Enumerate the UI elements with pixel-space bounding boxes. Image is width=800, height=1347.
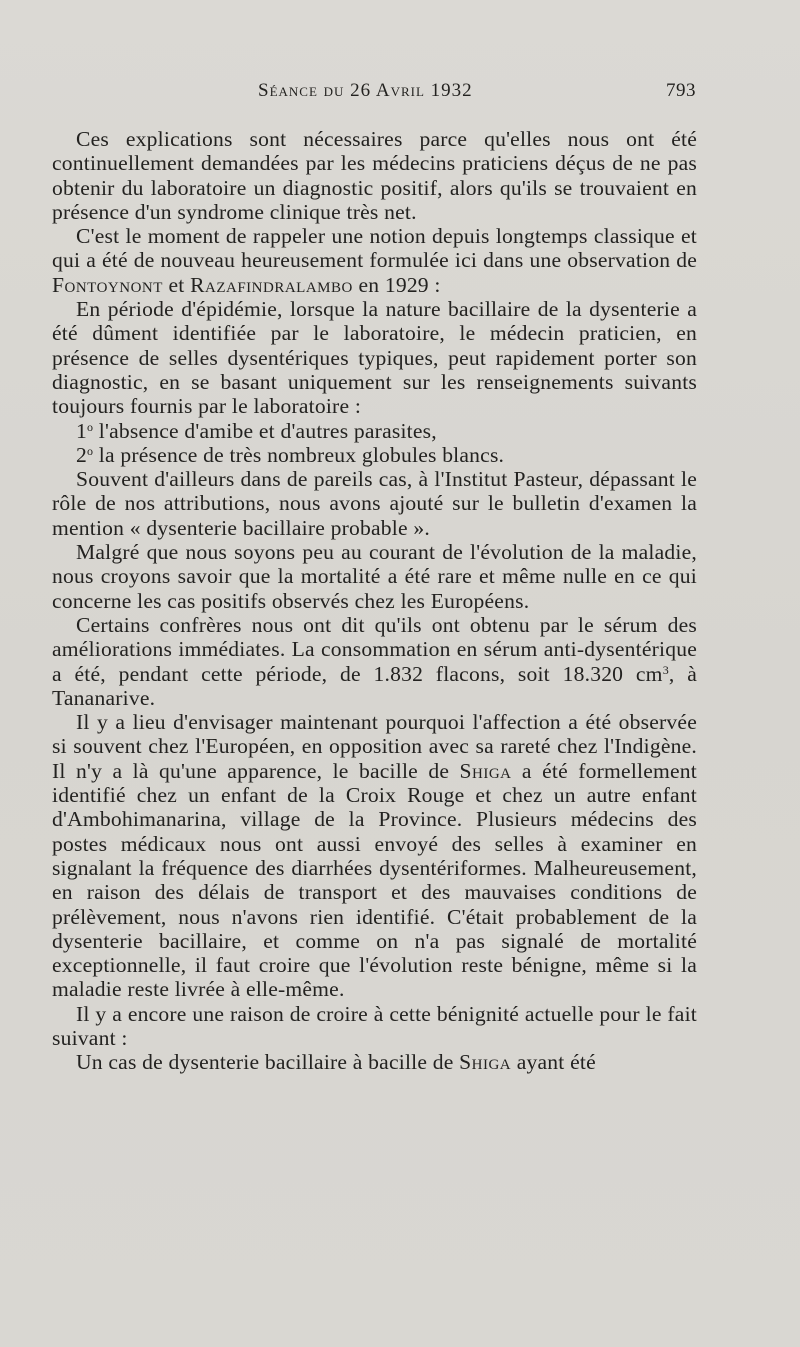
bacillus-name: Shiga (459, 758, 512, 783)
paragraph: Un cas de dysenterie bacillaire à bacille de Shiga ayant été (76, 1050, 596, 1075)
paragraph: Il y a encore une raison de croire à cette bénignité actuelle pour le fait suivant : (52, 1001, 697, 1050)
running-head: Séance du 26 Avril 1932 (258, 80, 473, 101)
paragraph: Ces explications sont nécessaires parce qu'elles nous ont été continuellement demandées par les médecins praticiens déçus de ne pas obtenir du laboratoire un diagnostic positif, alors qu'ils se trouvaient en présence d'un syndrome clinique très net. (52, 127, 697, 224)
paragraph: Souvent d'ailleurs dans de pareils cas, à l'Institut Pasteur, dépassant le rôle de nos attributions, nous avons ajouté sur le bulletin d'examen la mention « dysenterie bacillaire probable ». (52, 467, 697, 540)
page-header (0, 80, 800, 110)
body-text (52, 127, 697, 1075)
paragraph: Malgré que nous soyons peu au courant de l'évolution de la maladie, nous croyons savoir que la mortalité a été rare et même nulle en ce qui concerne les cas positifs observés chez les Européens. (52, 540, 697, 613)
paragraph: En période d'épidémie, lorsque la nature bacillaire de la dysenterie a été dûment identifiée par le laboratoire, le médecin praticien, en présence de selles dysentériques typiques, peut rapidement porter son diagnostic, en se basant uniquement sur les renseignements suivants toujours fournis par le laboratoire : (52, 297, 697, 419)
paragraph: Il y a lieu d'envisager maintenant pourquoi l'affection a été observée si souvent chez l'Européen, en opposition avec sa rareté chez l'Indigène. Il n'y a là qu'une apparence, le bacille de Shiga a été formellement identifié chez un enfant de la Croix Rouge et chez un autre enfant d'Ambohimanarina, village de la Province. Plusieurs médecins des postes médicaux nous ont aussi envoyé des selles à examiner en signalant la fréquence des diarrhées dysentériformes. Malheureusement, en raison des délais de transport et des mauvaises conditions de prélèvement, nous n'avons rien identifié. C'était probablement de la dysenterie bacillaire, et comme on n'a pas signalé de mortalité exceptionnelle, il faut croire que l'évolution reste bénigne, même si la maladie reste livrée à elle-même. (52, 710, 697, 1002)
list-item: 1$^o$ l'absence d'amibe et d'autres parasites, (76, 418, 437, 443)
page-number: 793 (666, 80, 696, 101)
list-item: 2$^o$ la présence de très nombreux globules blancs. (76, 442, 505, 467)
paragraph: C'est le moment de rappeler une notion depuis longtemps classique et qui a été de nouveau heureusement formulée ici dans une observation de Fontoynont et Razafindralambo en 1929 : (52, 224, 697, 297)
author-name: Fontoynont (52, 272, 163, 297)
bacillus-name: Shiga (459, 1050, 512, 1075)
paragraph: Certains confrères nous ont dit qu'ils ont obtenu par le sérum des améliorations immédiates. La consommation en sérum anti-dysentérique a été, pendant cette période, de 1.832 flacons, soit 18.320 $cm^3$, à Tananarive. (52, 612, 697, 710)
author-name: Razafindralambo (190, 272, 353, 297)
